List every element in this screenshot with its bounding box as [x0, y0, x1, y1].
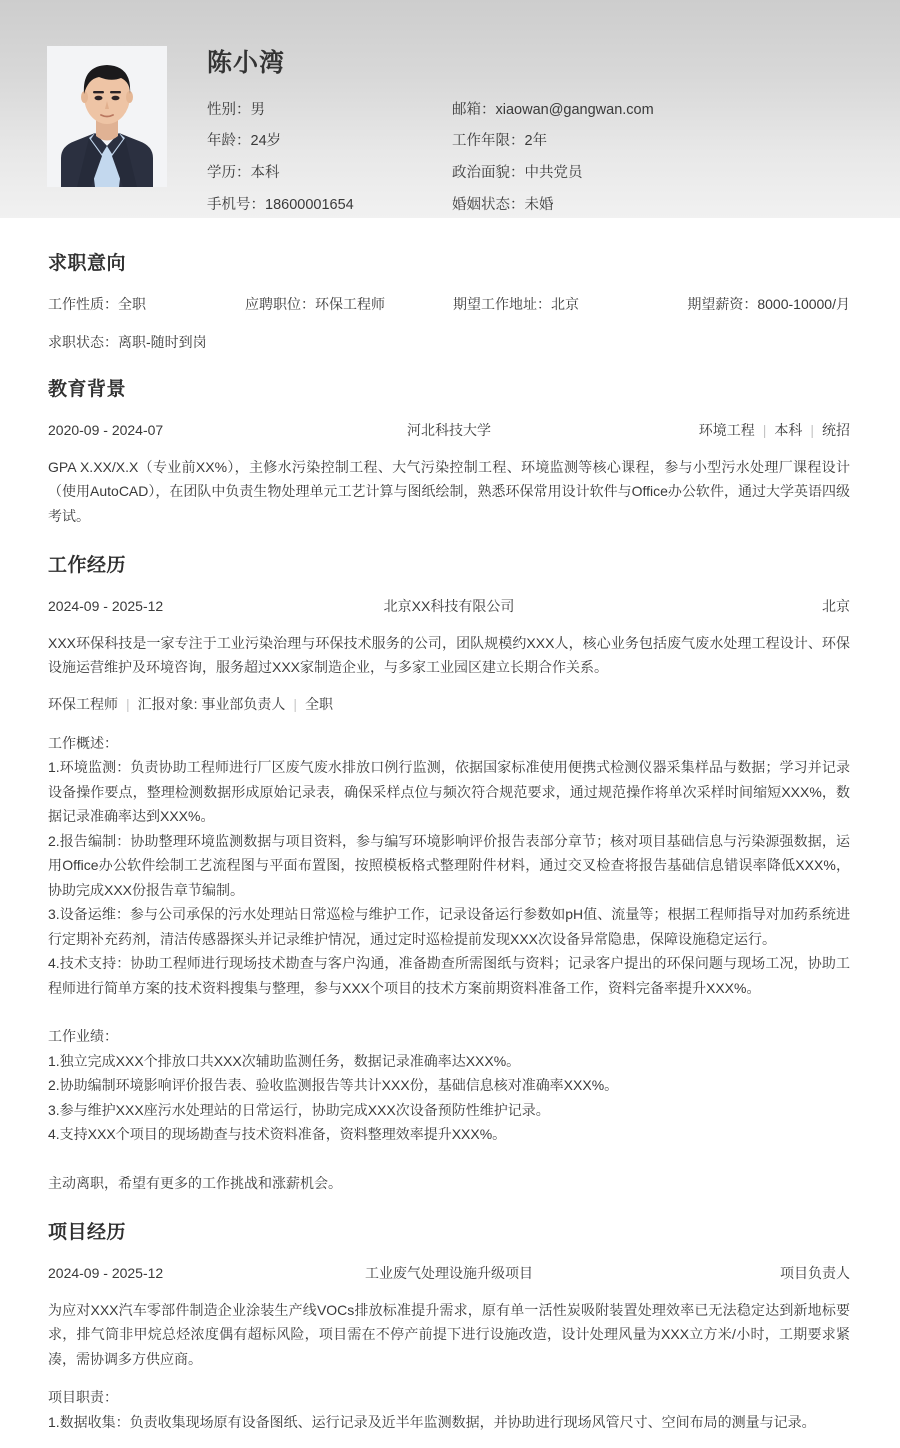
- info-experience-label: 工作年限：: [452, 133, 525, 150]
- intent-status: [48, 333, 245, 353]
- job-intention-row-1: [48, 295, 850, 315]
- work-summary-item: 2.报告编制：协助整理环境监测数据与项目资料，参与编写环境影响评价报告表部分章节；核对项目基础信息与污染源强数据，运用Office办公软件绘制工艺流程图与平面布置图，按照模板格式整理附件材料，通过交叉检查将报告基础信息错误率降低XXX%，协助完成XXX份报告章节编制。: [48, 832, 850, 898]
- project-date: 2024-09 - 2025-12: [48, 1265, 164, 1282]
- info-marital-label: 婚姻状态：: [452, 196, 525, 213]
- project-background: 为应对XXX汽车零部件制造企业涂装生产线VOCs排放标准提升需求，原有单一活性炭吸附装置处理效率已无法稳定达到新地标要求，排气筒非甲烷总烃浓度偶有超标风险，项目需在不停产前提下进行设施改造，设计处理风量为XXX立方米/小时，工期要求紧凑，需协调多方供应商。: [48, 1301, 850, 1367]
- work-role-line: [48, 694, 850, 715]
- role-separator-icon: |: [293, 695, 298, 712]
- work-achievement-block: [48, 1024, 850, 1147]
- intent-position-value: 环保工程师: [315, 296, 385, 312]
- intent-position: [245, 295, 453, 315]
- education-admission: 统招: [822, 422, 850, 439]
- info-phone-value: 18600001654: [265, 196, 354, 213]
- work-achievement-item: 4.支持XXX个项目的现场勘查与技术资料准备，资料整理效率提升XXX%。: [48, 1126, 507, 1143]
- work-achievement-item: 1.独立完成XXX个排放口共XXX次辅助监测任务，数据记录准确率达XXX%。: [48, 1052, 521, 1069]
- project-duty-item: 1.数据收集：负责收集现场原有设备图纸、运行记录及近半年监测数据，并协助进行现场风管尺寸、空间布局的测量与记录。: [48, 1413, 816, 1430]
- info-email-label: 邮箱：: [452, 101, 496, 118]
- header-info: [207, 46, 900, 217]
- basic-info-grid: [207, 100, 900, 217]
- work-summary-item: 1.环境监测：负责协助工程师进行厂区废气废水排放口例行监测，依据国家标准使用便携式检测仪器采集样品与数据；学习并记录设备操作要点，整理检测数据形成原始记录表，确保采样点位与频次符合规范要求，通过规范操作将单次采样时间缩短XXX%，数据记录准确率达到XXX%。: [48, 759, 850, 825]
- work-achievement-title: 工作业绩：: [48, 1028, 118, 1045]
- intent-position-label: 应聘职位：: [245, 296, 315, 312]
- section-job-intention: [48, 248, 850, 352]
- info-political-value: 中共党员: [524, 165, 583, 181]
- education-date: 2020-09 - 2024-07: [48, 422, 164, 439]
- info-phone-label: 手机号：: [207, 196, 265, 213]
- info-political: [452, 163, 900, 185]
- work-employment-type: 全职: [305, 695, 334, 712]
- info-phone: [207, 195, 452, 217]
- section-education: [48, 374, 850, 528]
- info-age-label: 年龄：: [207, 133, 251, 150]
- info-gender-label: 性别：: [207, 101, 251, 118]
- info-marital: [452, 195, 900, 217]
- intent-job-type-value: 全职: [118, 296, 146, 312]
- intent-status-label: 求职状态：: [48, 333, 118, 350]
- section-project-experience: [48, 1217, 850, 1434]
- intent-job-type: [48, 295, 245, 315]
- work-leave-reason: 主动离职，希望有更多的工作挑战和涨薪机会。: [48, 1174, 342, 1191]
- info-degree-label: 学历：: [207, 165, 251, 181]
- project-entry-head: [48, 1264, 850, 1284]
- education-tags: [550, 421, 850, 441]
- intent-salary-value: 8000-10000/月: [757, 296, 850, 312]
- project-duty-block: [48, 1385, 850, 1434]
- resume-content: [0, 218, 900, 1434]
- info-email: [452, 100, 900, 122]
- work-role: 环保工程师: [48, 695, 118, 712]
- work-company-description: XXX环保科技是一家专注于工业污染治理与环保技术服务的公司，团队规模约XXX人，核心业务包括废气废水处理工程设计、环保设施运营维护及环境咨询，服务超过XXX家制造企业，与多家工业园区建立长期合作关系。: [48, 634, 850, 676]
- intent-location-value: 北京: [551, 296, 579, 312]
- info-degree-value: 本科: [250, 165, 280, 181]
- info-gender-value: 男: [250, 101, 265, 118]
- block-spacer: [48, 1014, 850, 1024]
- info-age: [207, 131, 452, 153]
- section-title-job-intention: 求职意向: [48, 253, 127, 274]
- project-duty-title: 项目职责：: [48, 1389, 118, 1406]
- work-company: 北京XX科技有限公司: [383, 598, 515, 615]
- info-marital-value: 未婚: [524, 196, 554, 213]
- work-achievement-item: 3.参与维护XXX座污水处理站的日常运行，协助完成XXX次设备预防性维护记录。: [48, 1101, 550, 1118]
- resume-header: [0, 0, 900, 218]
- work-report-to: 汇报对象: 事业部负责人: [137, 695, 286, 712]
- info-degree: [207, 163, 452, 185]
- education-detail: GPA X.XX/X.X（专业前XX%），主修水污染控制工程、大气污染控制工程、环境监测等核心课程，参与小型污水处理厂课程设计（使用AutoCAD），在团队中负责生物处理单元工艺计算与图纸绘制，熟悉环保常用设计软件与Office办公软件，通过大学英语四级考试。: [48, 458, 850, 524]
- section-title-education: 教育背景: [48, 379, 127, 401]
- job-intention-row-2: [48, 333, 850, 353]
- info-experience-value: 2年: [524, 133, 548, 150]
- education-school: 河北科技大学: [407, 422, 491, 439]
- info-experience: [452, 131, 900, 153]
- work-entry-head: [48, 597, 850, 617]
- work-summary-title: 工作概述：: [48, 734, 118, 751]
- work-summary-block: [48, 731, 850, 1001]
- intent-status-value: 离职-随时到岗: [118, 333, 207, 350]
- block-spacer: [48, 1161, 850, 1171]
- info-gender: [207, 100, 452, 122]
- work-location: 北京: [822, 598, 850, 615]
- intent-location: [453, 295, 677, 315]
- intent-salary-label: 期望薪资：: [687, 296, 758, 312]
- info-email-value: xiaowan@gangwan.com: [495, 101, 654, 118]
- intent-job-type-label: 工作性质：: [48, 296, 118, 312]
- page-title: 陈小湾: [207, 49, 286, 77]
- section-work-experience: [48, 550, 850, 1195]
- tag-separator-icon: |: [762, 422, 767, 439]
- intent-location-label: 期望工作地址：: [453, 296, 551, 312]
- work-date: 2024-09 - 2025-12: [48, 598, 164, 615]
- tag-separator-icon: |: [810, 422, 814, 439]
- section-title-work-experience: 工作经历: [48, 555, 127, 577]
- info-political-label: 政治面貌：: [452, 165, 525, 181]
- work-achievement-item: 2.协助编制环境影响评价报告表、验收监测报告等共计XXX份，基础信息核对准确率XXX%。: [48, 1077, 619, 1094]
- project-role: 项目负责人: [780, 1265, 850, 1282]
- work-summary-item: 4.技术支持：协助工程师进行现场技术勘查与客户沟通，准备勘查所需图纸与资料；记录客户提出的环保问题与现场工况，协助工程师进行简单方案的技术资料搜集与整理，参与XXX个项目的技术方案前期资料准备工作，资料完备率提升XXX%。: [48, 955, 850, 996]
- section-title-project-experience: 项目经历: [48, 1222, 127, 1244]
- education-degree: 本科: [774, 422, 803, 439]
- education-entry-head: [48, 421, 850, 441]
- project-name: 工业废气处理设施升级项目: [365, 1265, 533, 1282]
- education-major: 环境工程: [698, 422, 755, 439]
- work-summary-item: 3.设备运维：参与公司承保的污水处理站日常巡检与维护工作，记录设备运行参数如pH值、流量等；根据工程师指导对加药系统进行定期补充药剂，清洁传感器探头并记录维护情况，通过定时巡检提前发现XXX次设备异常隐患，保障设施稳定运行。: [48, 906, 850, 947]
- avatar: [47, 46, 167, 187]
- role-separator-icon: |: [126, 695, 130, 712]
- intent-salary: [677, 295, 850, 315]
- info-age-value: 24岁: [250, 133, 282, 150]
- id-photo-icon: [47, 46, 167, 187]
